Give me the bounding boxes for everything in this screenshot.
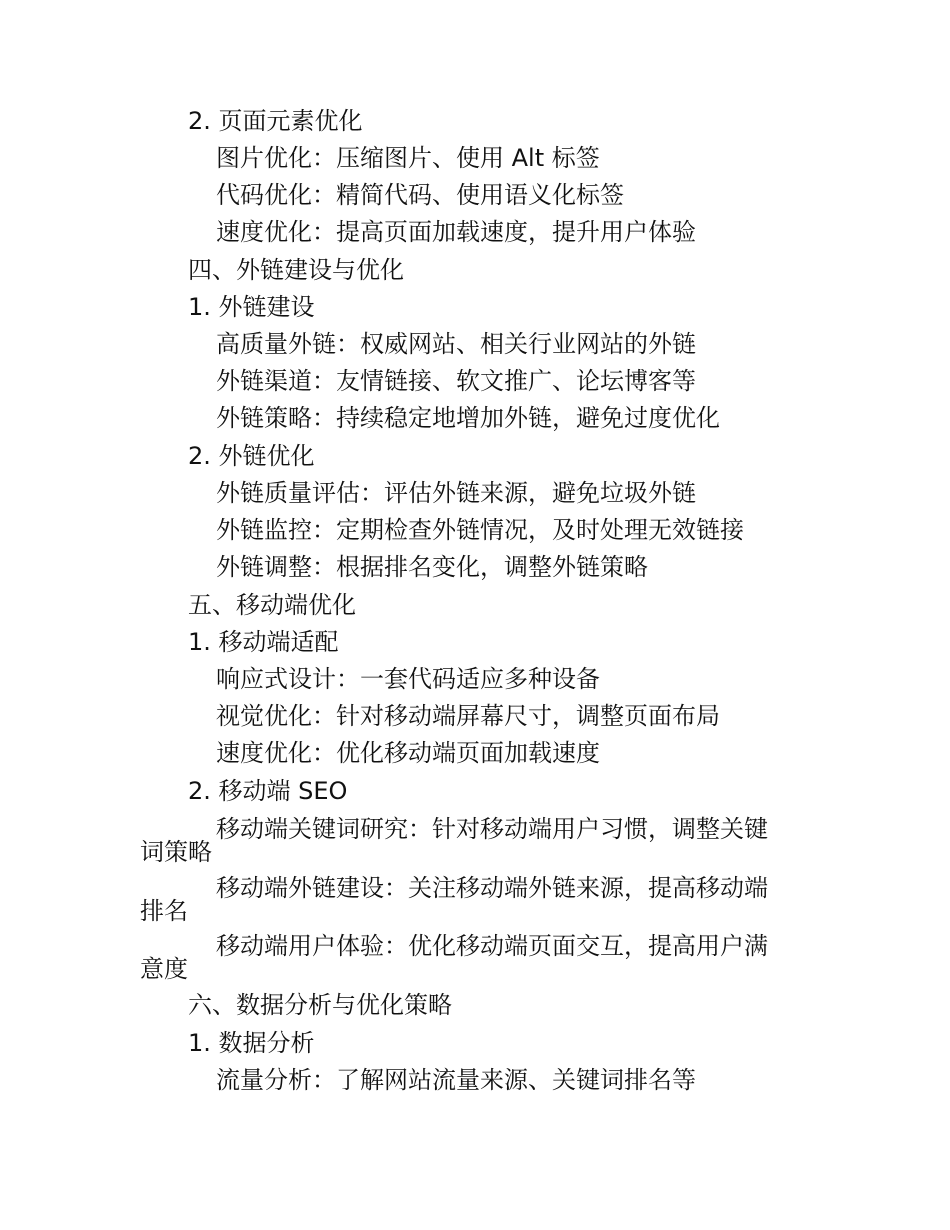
list-item: 速度优化：优化移动端页面加载速度	[216, 739, 600, 767]
section-heading-data-analysis: 六、数据分析与优化策略	[188, 991, 452, 1019]
list-item: 外链监控：定期检查外链情况，及时处理无效链接	[216, 516, 744, 544]
list-item: 响应式设计：一套代码适应多种设备	[216, 665, 600, 693]
subheading-page-elements: 2. 页面元素优化	[188, 107, 363, 135]
subheading-backlink-building: 1. 外链建设	[188, 293, 315, 321]
list-item: 高质量外链：权威网站、相关行业网站的外链	[216, 330, 696, 358]
list-item: 外链质量评估：评估外链来源，避免垃圾外链	[216, 479, 696, 507]
subheading-backlink-optimization: 2. 外链优化	[188, 442, 315, 470]
list-item: 代码优化：精简代码、使用语义化标签	[216, 181, 624, 209]
subheading-mobile-seo: 2. 移动端 SEO	[188, 777, 348, 805]
list-item: 移动端外链建设：关注移动端外链来源，提高移动端	[216, 874, 768, 902]
list-item: 外链渠道：友情链接、软文推广、论坛博客等	[216, 367, 696, 395]
list-item-continuation: 词策略	[140, 838, 212, 866]
list-item: 移动端用户体验：优化移动端页面交互，提高用户满	[216, 932, 768, 960]
list-item: 图片优化：压缩图片、使用 Alt 标签	[216, 144, 600, 172]
list-item-continuation: 排名	[140, 897, 188, 925]
list-item: 流量分析：了解网站流量来源、关键词排名等	[216, 1066, 696, 1094]
list-item: 外链调整：根据排名变化，调整外链策略	[216, 553, 648, 581]
list-item: 速度优化：提高页面加载速度，提升用户体验	[216, 218, 696, 246]
list-item-continuation: 意度	[140, 955, 188, 983]
section-heading-mobile: 五、移动端优化	[188, 591, 356, 619]
list-item: 外链策略：持续稳定地增加外链，避免过度优化	[216, 404, 720, 432]
section-heading-backlinks: 四、外链建设与优化	[188, 256, 404, 284]
subheading-mobile-adaptation: 1. 移动端适配	[188, 628, 339, 656]
list-item: 视觉优化：针对移动端屏幕尺寸，调整页面布局	[216, 702, 720, 730]
subheading-data-analysis: 1. 数据分析	[188, 1029, 315, 1057]
list-item: 移动端关键词研究：针对移动端用户习惯，调整关键	[216, 815, 768, 843]
